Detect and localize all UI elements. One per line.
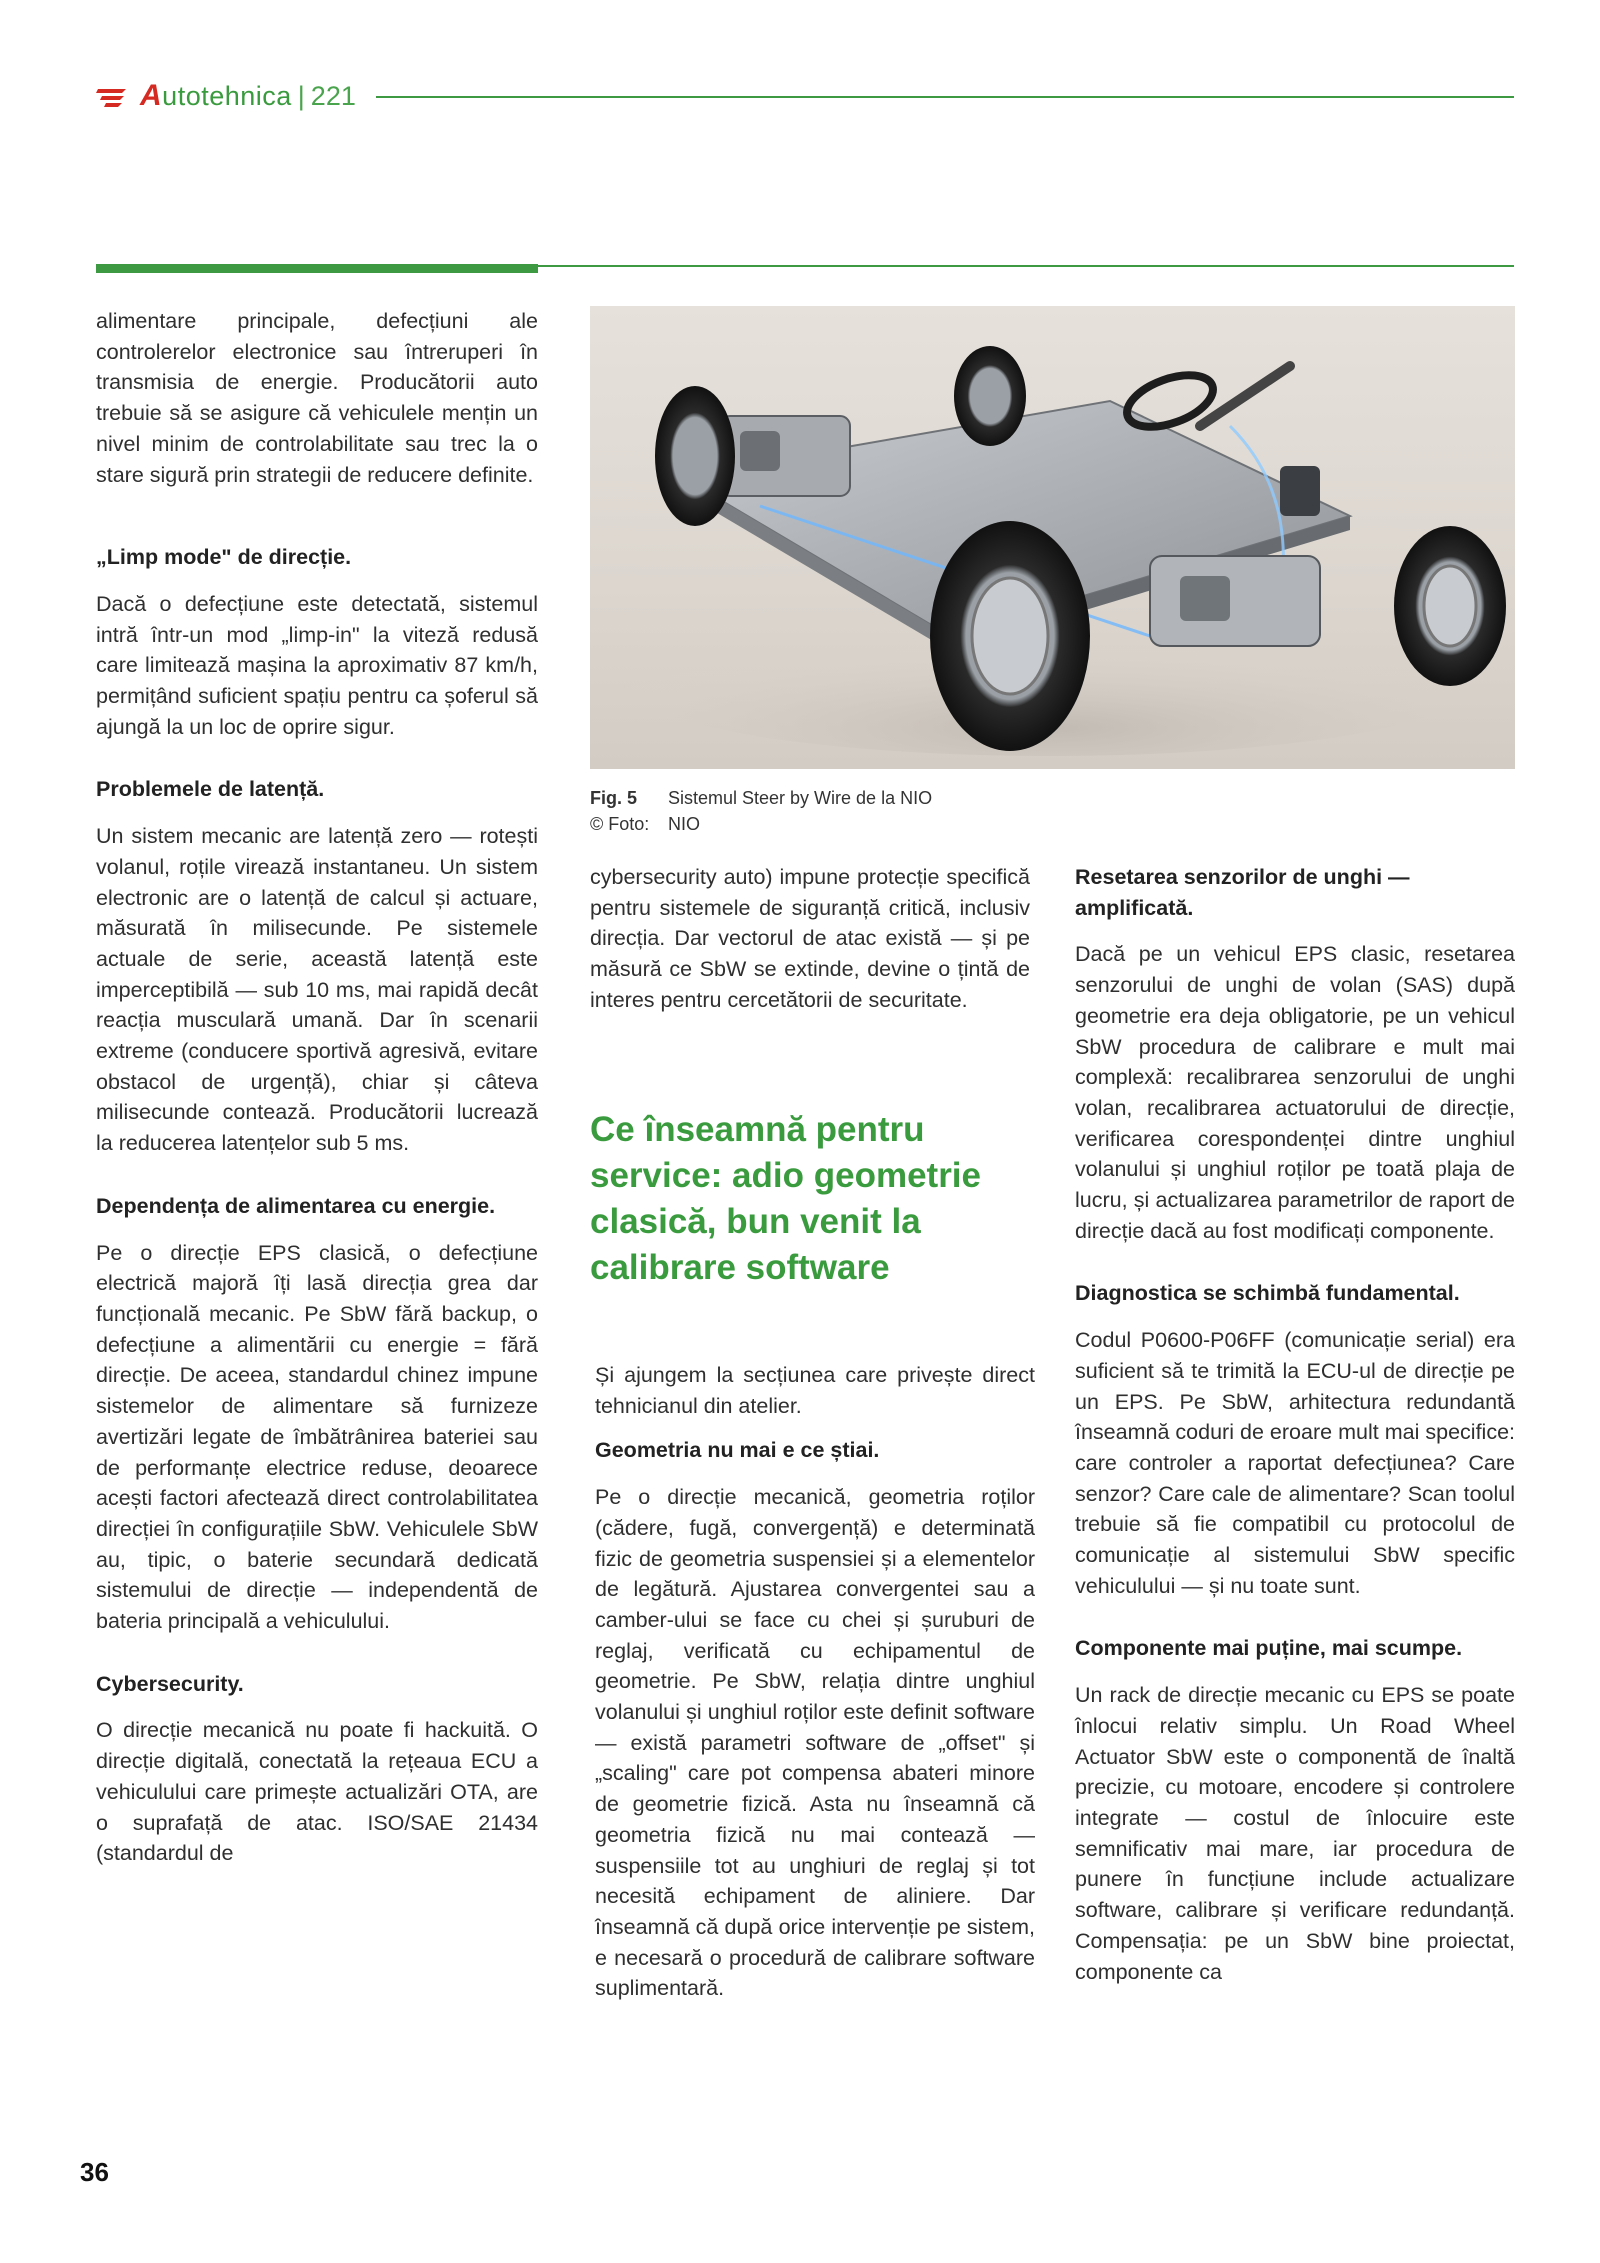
paragraph: alimentare principale, defecțiuni ale controlerelor electronice sau întreruperi în transmisia de energie. Producătorii auto trebuie să se asigure că vehiculele mențin un nivel minim de controlabilitate sau trec la o stare sigură prin strategii de reducere definite. (96, 309, 538, 487)
right-column (1075, 862, 1515, 1987)
paragraph: O direcție mecanică nu poate fi hackuită. O direcție digitală, conectată la rețeaua ECU a vehiculului care primește actualizări OTA, are o suprafață de atac. ISO/SAE 21434 (standardul de (96, 1718, 538, 1866)
rear-right-wheel (954, 346, 1026, 446)
photo-credit-label: © Foto: (590, 814, 650, 834)
left-column (96, 306, 538, 1869)
header-rule (376, 96, 1514, 98)
figure-label: Fig. 5 (590, 788, 638, 808)
subheading: Resetarea senzorilor de unghi — amplificată. (1075, 865, 1410, 920)
paragraph: Dacă o defecțiune este detectată, sistemul intră într-un mod „limp-in" la viteză redusă care limitează mașina la aproximativ 87 km/h, permițând suficient spațiu pentru ca șoferul să ajungă la un loc de oprire sigur. (96, 591, 538, 739)
paragraph: Și ajungem la secțiunea care privește direct tehnicianul din atelier. (595, 1363, 1035, 1418)
front-right-wheel (1394, 526, 1506, 686)
subheading: Geometria nu mai e ce știai. (595, 1438, 880, 1463)
subheading: „Limp mode" de direcție. (96, 545, 352, 570)
middle-column-top (590, 862, 1030, 1016)
front-left-wheel (930, 521, 1090, 751)
subheading: Componente mai puține, mai scumpe. (1075, 1636, 1463, 1661)
paragraph: Pe o direcție mecanică, geometria roților (cădere, fugă, convergență) e determinată fizic de geometria suspensiei și a elementelor de legătură. Ajustarea convergentei sau a camber-ului se face cu chei și șuruburi de reglaj, verificată cu echipamentul de geometrie. Pe SbW, relația dintre unghiul volanului și unghiul roților este definit software — există parametri software de „offset" și „scaling" care pot compensa abateri minore de geometrie fizică. Asta nu înseamnă că geometria fizică nu mai contează — suspensiile tot au unghiuri de reglaj și tot necesită echipament de aliniere. Dar înseamnă că după orice intervenție pe sistem, e necesară o procedură de calibrare software suplimentară. (595, 1485, 1035, 2001)
subheading: Diagnostica se schimbă fundamental. (1075, 1281, 1460, 1306)
figure-photo (590, 306, 1515, 769)
paragraph: Pe o direcție EPS clasică, o defecțiune electrică majoră îți lasă direcția grea dar funcțională mecanic. Pe SbW fără backup, o defecțiune a alimentării cu energie = fără direcție. De aceea, standardul chinez impune sistemelor de alimentare să furnizeze avertizări legate de îmbătrânirea bateriei sau de performanțe electrice reduse, deoarece acești factori afectează direct controlabilitatea direcției în configurațiile SbW. Vehiculele SbW au, tipic, o baterie secundară dedicată sistemului de direcție — independentă de bateria principală a vehiculului. (96, 1240, 538, 1634)
photo-credit: NIO (668, 814, 701, 834)
magazine-logo (96, 80, 356, 112)
steer-by-wire-chassis-illustration (590, 306, 1515, 769)
section-title: Ce înseamnă pentru service: adio geometrie clasică, bun venit la calibrare software (590, 1110, 981, 1287)
brand-separator: | (297, 80, 305, 111)
paragraph: Un sistem mecanic are latență zero — rotești volanul, roțile virează instantaneu. Un sistem electronic are o latență de calcul și actuare, măsurată în milisecunde. Pe sistemele actuale de serie, această latență este imperceptibilă — sub 10 ms, mai rapidă decât reacția musculară umană. Dar în scenarii extreme (conducere sportivă agresivă, evitare obstacol de urgență), chiar și câteva milisecunde contează. Producătorii lucrează la reducerea latențelor sub 5 ms. (96, 824, 538, 1156)
page-number: 36 (80, 2157, 109, 2187)
issue-number: 221 (310, 80, 356, 111)
brand-name: Autotehnica (140, 79, 292, 112)
subheading: Dependența de alimentarea cu energie. (96, 1193, 496, 1218)
section-rule-accent (96, 264, 538, 273)
subheading: Problemele de latență. (96, 777, 325, 802)
speed-lines-icon (96, 83, 140, 109)
subheading: Cybersecurity. (96, 1671, 244, 1696)
paragraph: cybersecurity auto) impune protecție specifică pentru sistemele de siguranță critică, inclusiv direcția. Dar vectorul de atac există — și pe măsură ce SbW se extinde, devine o țintă de interes pentru cercetătorii de securitate. (590, 865, 1030, 1012)
middle-column-bottom (595, 1360, 1035, 2004)
paragraph: Dacă pe un vehicul EPS clasic, resetarea senzorului de unghi de volan (SAS) după geometrie era deja obligatorie, pe un vehicul SbW procedura de calibrare e mult mai complexă: recalibrarea senzorului de unghi volan, recalibrarea actuatorului de direcție, verificarea corespondenței dintre unghiul volanului și unghiul roților pe toată plaja de lucru, și actualizarea parametrilor de raport de direcție dacă au fost modificați componente. (1075, 942, 1515, 1243)
figure-caption-text: Sistemul Steer by Wire de la NIO (668, 788, 933, 808)
figure-caption (590, 785, 1515, 837)
paragraph: Codul P0600-P06FF (comunicație serial) era suficient să te trimită la ECU-ul de direcție pe un EPS. Pe SbW, arhitectura redundantă înseamnă coduri de eroare mult mai specifice: care controler a raportat defecțiunea? Care senzor? Care cale de alimentare? Scan toolul trebuie să fie compatibil cu protocolul de comunicație al sistemului SbW specific vehiculului — și nu toate sunt. (1075, 1328, 1515, 1598)
rear-left-wheel (655, 386, 735, 526)
paragraph: Un rack de direcție mecanic cu EPS se poate înlocui relativ simplu. Un Road Wheel Actuator SbW este o componentă de înaltă precizie, cu motoare, encodere și controlere integrate — costul de înlocuire este semnificativ mai mare, iar procedura de punere în funcțiune include actualizare software, calibrare și verificare redundanță. Compensația: pe un SbW bine proiectat, componente ca (1075, 1683, 1515, 1984)
